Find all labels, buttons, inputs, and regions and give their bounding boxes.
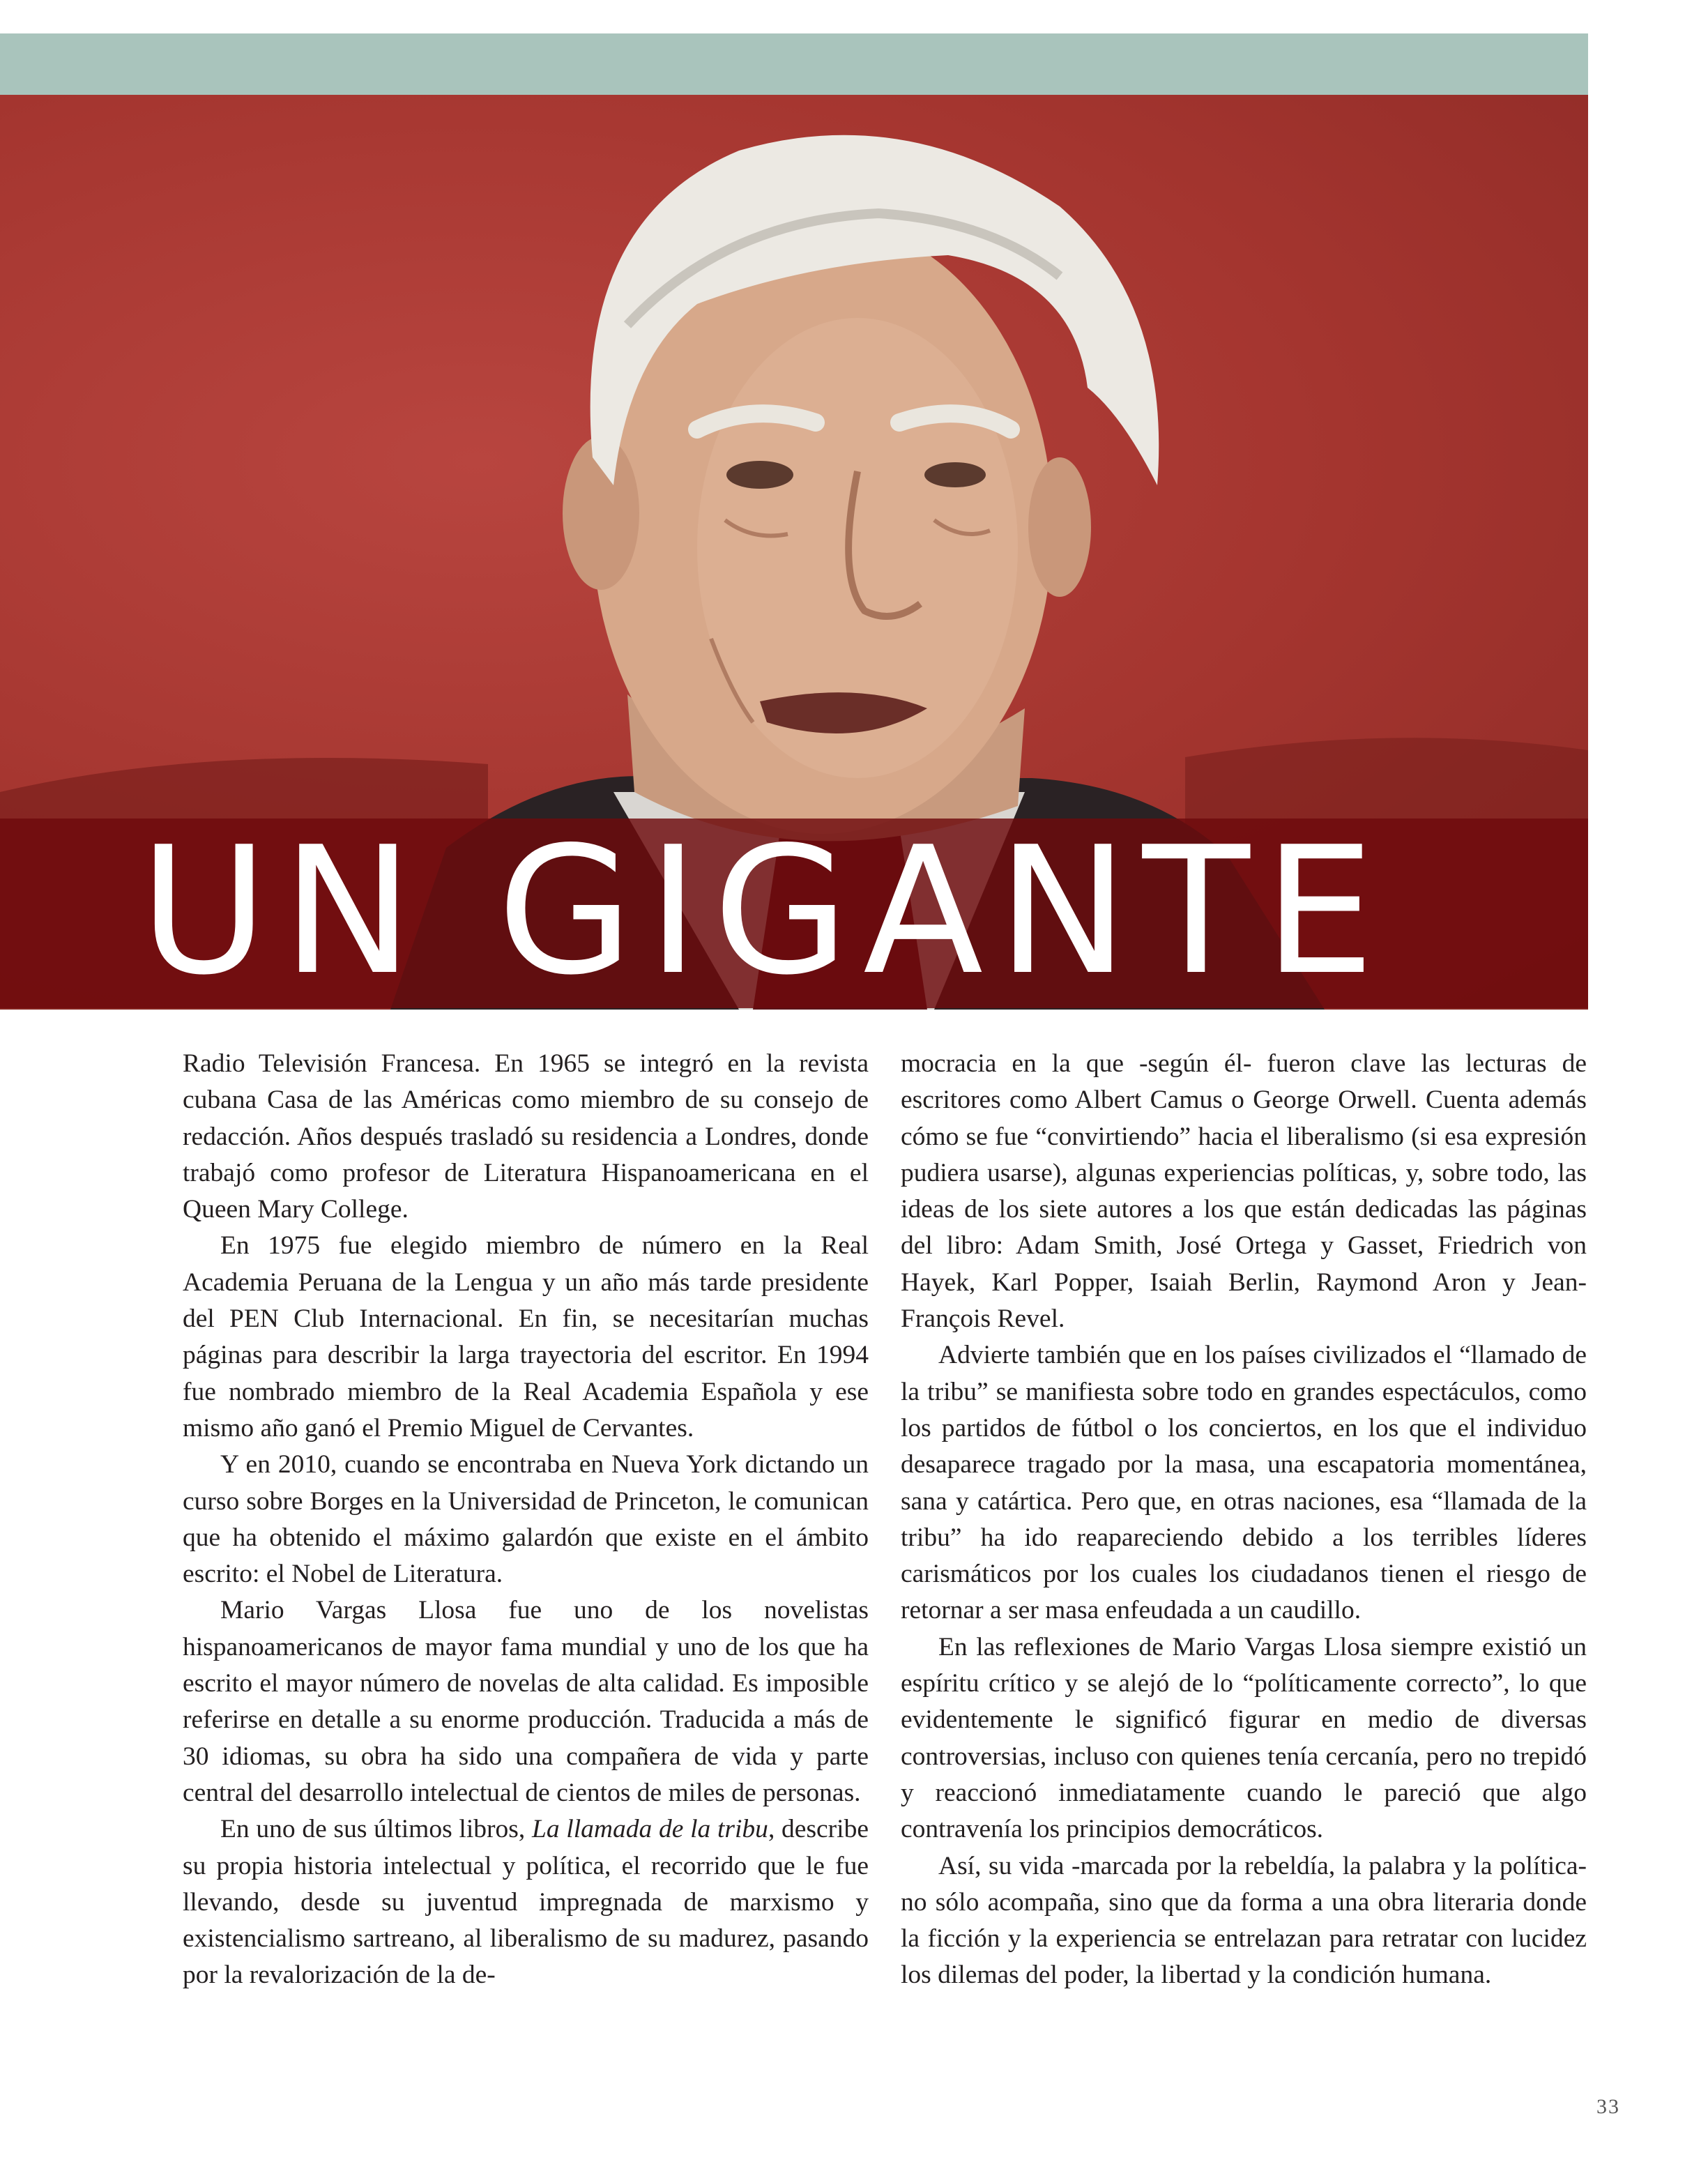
paragraph: Advierte también que en los países civilizados el “llamado de la tribu” se manifiesta sobre todo en grandes espectáculos, como los partidos de fútbol o los conciertos, en los que el individuo desaparece tragado por la masa, una escapatoria momentánea, sana y catártica. Pero que, en otras naciones, esa “llamada de la tribu” ha ido reapareciendo debido a los terribles líderes carismáticos por los cuales los ciudadanos tienen el riesgo de retornar a ser masa enfeudada a un caudillo. <box>901 1341 1587 1625</box>
page-title: UN GIGANTE <box>139 809 1389 1014</box>
paragraph <box>183 1811 869 1993</box>
book-title: La llamada de la tribu <box>531 1815 768 1844</box>
paragraph: Así, su vida -marcada por la rebeldía, la palabra y la política- no sólo acompaña, sino que da forma a una obra literaria donde la ficción y la experiencia se entrelazan para retratar con lucidez los dilemas del poder, la libertad y la condición humana. <box>901 1851 1587 1990</box>
paragraph: En las reflexiones de Mario Vargas Llosa siempre existió un espíritu crítico y se alejó de lo “políticamente correcto”, lo que evidentemente le significó figurar en medio de diversas controversias, incluso con quienes tenía cercanía, pero no trepidó y reaccionó inmediatamente cuando le pareció que algo contravenía los principios democráticos. <box>901 1632 1587 1844</box>
top-accent-band <box>0 33 1588 95</box>
text-run: En uno de sus últimos libros, <box>220 1815 532 1844</box>
paragraph: Y en 2010, cuando se encontraba en Nueva York dictando un curso sobre Borges en la Universidad de Princeton, le comunican que ha obtenido el máximo galardón que existe en el ámbito escrito: el Nobel de Literatura. <box>183 1450 869 1589</box>
paragraph: Mario Vargas Llosa fue uno de los novelistas hispanoamericanos de mayor fama mundial y uno de los que ha escrito el mayor número de novelas de alta calidad. Es imposible referirse en detalle a su enorme producción. Traducida a más de 30 idiomas, su obra ha sido una compañera de vida y parte central del desarrollo intelectual de cientos de miles de personas. <box>183 1596 869 1807</box>
article-right-column <box>901 1046 1587 1994</box>
page-number: 33 <box>1596 2095 1620 2118</box>
text-run: , describe su propia historia intelectual y política, el recorrido que le fue llevando, desde su juventud impregnada de marxismo y existencialismo sartreano, al liberalismo de su madurez, pasando por la revalorización de la de- <box>183 1815 869 1990</box>
article-left-column <box>183 1046 869 1994</box>
paragraph: En 1975 fue elegido miembro de número en la Real Academia Peruana de la Lengua y un año más tarde presidente del PEN Club Internacional. En fin, se necesitarían muchas páginas para describir la larga trayectoria del escritor. En 1994 fue nombrado miembro de la Real Academia Española y ese mismo año ganó el Premio Miguel de Cervantes. <box>183 1231 869 1443</box>
paragraph: mocracia en la que -según él- fueron clave las lecturas de escritores como Albert Camus o George Orwell. Cuenta además cómo se fue “convirtiendo” hacia el liberalismo (si esa expresión pudiera usarse), algunas experiencias políticas, y, sobre todo, las ideas de los siete autores a los que están dedicadas las páginas del libro: Adam Smith, José Ortega y Gasset, Friedrich von Hayek, Karl Popper, Isaiah Berlin, Raymond Aron y Jean-François Revel. <box>901 1049 1587 1334</box>
paragraph: Radio Televisión Francesa. En 1965 se integró en la revista cubana Casa de las Américas como miembro de su consejo de redacción. Años después trasladó su residencia a Londres, donde trabajó como profesor de Literatura Hispanoamericana en el Queen Mary College. <box>183 1049 869 1224</box>
